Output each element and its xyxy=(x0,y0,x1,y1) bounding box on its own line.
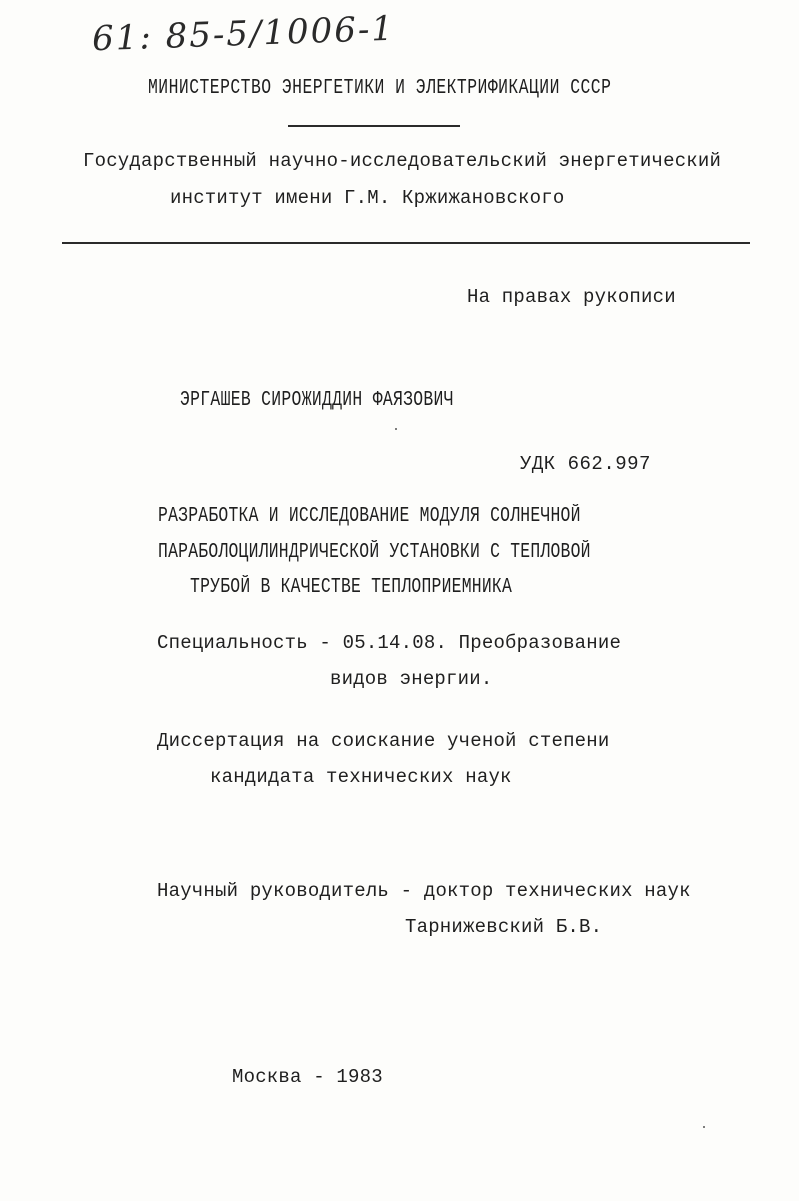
scan-speck xyxy=(395,428,397,430)
supervisor-line-1: Научный руководитель - доктор технических наук xyxy=(157,880,691,902)
title-line-3: ТРУБОЙ В КАЧЕСТВЕ ТЕПЛОПРИЕМНИКА xyxy=(190,576,513,599)
title-line-1: РАЗРАБОТКА И ИССЛЕДОВАНИЕ МОДУЛЯ СОЛНЕЧНОЙ xyxy=(158,505,581,528)
dissertation-line-2: кандидата технических наук xyxy=(210,766,512,788)
manuscript-rights: На правах рукописи xyxy=(467,286,676,308)
supervisor-line-2: Тарнижевский Б.В. xyxy=(405,916,603,938)
institute-line-2: институт имени Г.М. Кржижановского xyxy=(170,187,565,209)
archive-number: 61: 85-5/1006-1 xyxy=(91,8,396,60)
scan-speck xyxy=(703,1126,705,1128)
title-line-2: ПАРАБОЛОЦИЛИНДРИЧЕСКОЙ УСТАНОВКИ С ТЕПЛОВОЙ xyxy=(158,541,591,564)
dissertation-line-1: Диссертация на соискание ученой степени xyxy=(157,730,610,752)
place-and-year: Москва - 1983 xyxy=(232,1066,383,1088)
short-divider xyxy=(288,125,460,127)
long-divider xyxy=(62,242,750,244)
udc-code: УДК 662.997 xyxy=(520,453,651,475)
institute-line-1: Государственный научно-исследовательский энергетический xyxy=(83,150,722,172)
specialty-line-1: Специальность - 05.14.08. Преобразование xyxy=(157,632,622,654)
ministry-heading: МИНИСТЕРСТВО ЭНЕРГЕТИКИ И ЭЛЕКТРИФИКАЦИИ СССР xyxy=(148,77,612,100)
specialty-line-2: видов энергии. xyxy=(330,668,493,690)
author-name: ЭРГАШЕВ СИРОЖИДДИН ФАЯЗОВИЧ xyxy=(180,389,454,412)
